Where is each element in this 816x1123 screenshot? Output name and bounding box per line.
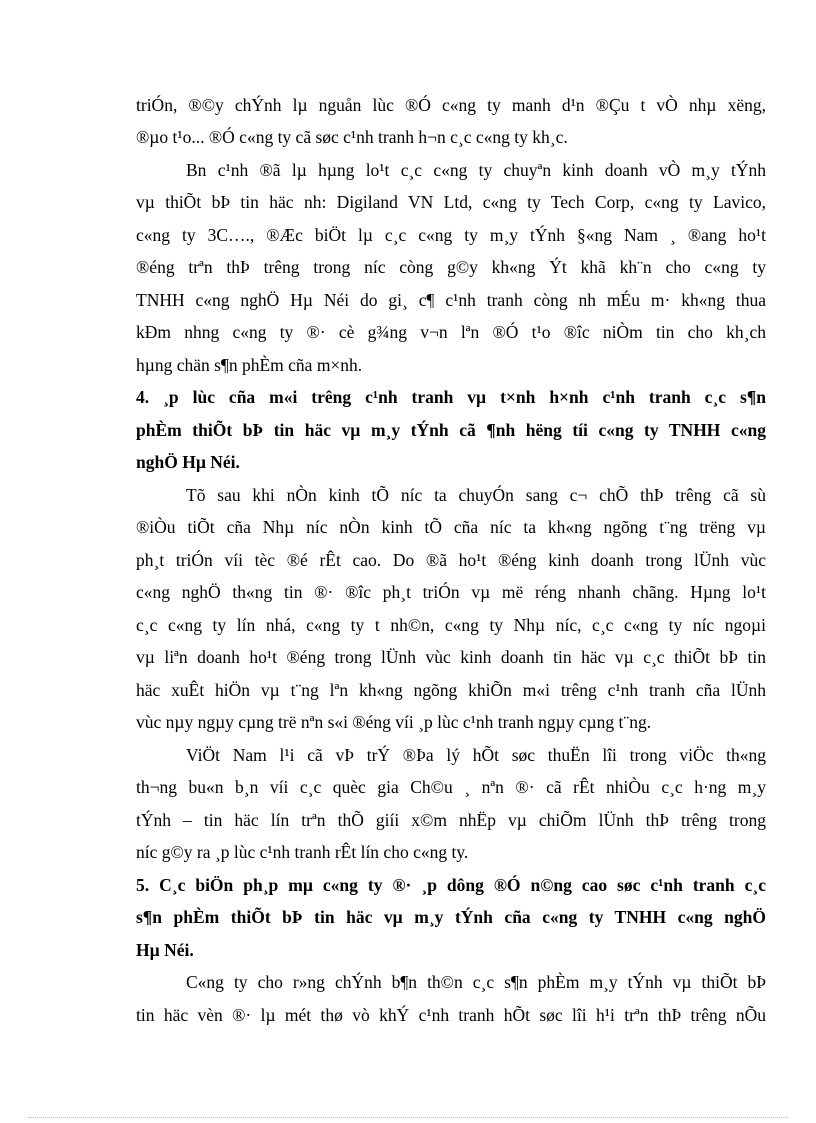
- text-line: vùc nµy ngµy cµng trë nªn s«i ®éng víi ¸p lùc c¹nh tranh ngµy cµng t¨ng.: [136, 712, 652, 732]
- text-line: ®µo t¹o... ®Ó c«ng ty cã søc c¹nh tranh h¬n c¸c c«ng ty kh¸c.: [136, 127, 568, 147]
- text-line: c«ng nghÖ th«ng tin ®· ®îc ph¸t triÓn vµ më réng nhanh chãng. Hµng lo¹t: [136, 582, 766, 602]
- text-line: hµng chän s¶n phÈm cña m×nh.: [136, 355, 363, 375]
- section-heading-line: s¶n phÈm thiÕt bÞ tin häc vµ m¸y tÝnh cña c«ng ty TNHH c«ng nghÖ: [136, 907, 766, 927]
- text-line: c¸c c«ng ty lín nhá, c«ng ty t nh©n, c«ng ty Nhµ níc, c¸c c«ng ty níc ngoµi: [136, 615, 766, 635]
- text-line: häc xuÊt hiÖn vµ t¨ng lªn kh«ng ngõng khiÕn m«i trêng c¹nh tranh cña lÜnh: [136, 680, 766, 700]
- text-line: tÝnh – tin häc lín trªn thÕ giíi x©m nhËp vµ chiÕm lÜnh thÞ trêng trong: [136, 810, 766, 830]
- page-bottom-rule: [28, 1117, 788, 1118]
- section-heading-line: 5. C¸c biÖn ph¸p mµ c«ng ty ®· ¸p dông ®Ó n©ng cao søc c¹nh tranh c¸c: [136, 875, 766, 895]
- text-line: ph¸t triÓn víi tèc ®é rÊt cao. Do ®ã ho¹t ®éng kinh doanh trong lÜnh vùc: [136, 550, 766, 570]
- section-heading-line: phÈm thiÕt bÞ tin häc vµ m¸y tÝnh cã ¶nh hëng tíi c«ng ty TNHH c«ng: [136, 420, 766, 440]
- text-line: C«ng ty cho r»ng chÝnh b¶n th©n c¸c s¶n phÈm m¸y tÝnh vµ thiÕt bÞ: [186, 972, 766, 992]
- text-line: níc g©y ra ¸p lùc c¹nh tranh rÊt lín cho c«ng ty.: [136, 842, 469, 862]
- text-line: vµ thiÕt bÞ tin häc nh: Digiland VN Ltd, c«ng ty Tech Corp, c«ng ty Lavico,: [136, 192, 766, 212]
- section-heading-line: Hµ Néi.: [136, 940, 194, 960]
- text-line: ViÖt Nam l¹i cã vÞ trÝ ®Þa lý hÕt søc thuËn lîi trong viÖc th«ng: [186, 745, 766, 765]
- text-line: tin häc vèn ®· lµ mét thø vò khÝ c¹nh tranh hÕt søc lîi h¹i trªn thÞ trêng nÕu: [136, 1005, 766, 1025]
- text-line: vµ liªn doanh ho¹t ®éng trong lÜnh vùc kinh doanh tin häc vµ c¸c thiÕt bÞ tin: [136, 647, 766, 667]
- text-line: c«ng ty 3C…., ®Æc biÖt lµ c¸c c«ng ty m¸y tÝnh §«ng Nam ¸ ®ang ho¹t: [136, 225, 766, 245]
- text-line: TNHH c«ng nghÖ Hµ Néi do gi¸ c¶ c¹nh tranh còng nh mÉu m· kh«ng thua: [136, 290, 766, 310]
- text-line: th¬ng bu«n b¸n víi c¸c quèc gia Ch©u ¸ nªn ®· cã rÊt nhiÒu c¸c h·ng m¸y: [136, 777, 766, 797]
- section-heading-line: 4. ¸p lùc cña m«i trêng c¹nh tranh vµ t×nh h×nh c¹nh tranh c¸c s¶n: [136, 387, 766, 407]
- text-line: Bn c¹nh ®ã lµ hµng lo¹t c¸c c«ng ty chuyªn kinh doanh vÒ m¸y tÝnh: [186, 160, 766, 180]
- text-line: triÓn, ®©y chÝnh lµ nguån lùc ®Ó c«ng ty manh d¹n ®Çu t vÒ nhµ xëng,: [136, 95, 766, 115]
- section-heading-line: nghÖ Hµ Néi.: [136, 452, 240, 472]
- text-line: ®éng trªn thÞ trêng trong níc còng g©y kh«ng Ýt khã kh¨n cho c«ng ty: [136, 257, 766, 277]
- text-line: Tõ sau khi nÒn kinh tÕ níc ta chuyÓn sang c¬ chÕ thÞ trêng cã sù: [186, 485, 766, 505]
- text-line: ®iÒu tiÕt cña Nhµ níc nÒn kinh tÕ cña níc ta kh«ng ngõng t¨ng trëng vµ: [136, 517, 766, 537]
- text-line: kÐm nhng c«ng ty ®· cè g¾ng v¬n lªn ®Ó t¹o ®îc niÒm tin cho kh¸ch: [136, 322, 766, 342]
